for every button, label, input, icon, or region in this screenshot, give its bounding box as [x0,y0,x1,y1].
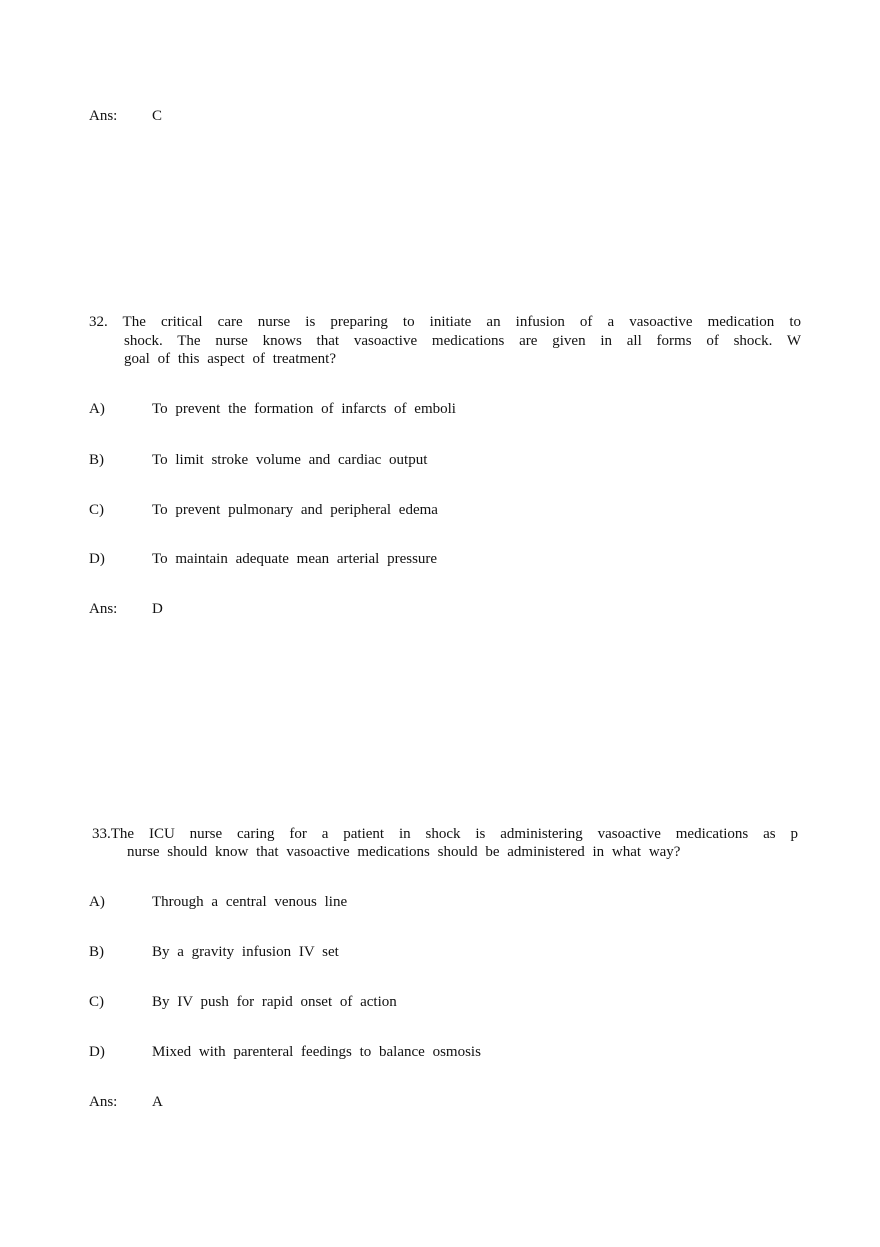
option-letter: D) [89,551,105,567]
option-text: By IV push for rapid onset of action [152,994,397,1010]
option-letter: D) [89,1044,105,1060]
option-letter: A) [89,401,105,417]
answer-value-prev: C [152,108,163,124]
option-letter: B) [89,452,104,468]
option-letter: C) [89,502,104,518]
question-32-line-2: shock. The nurse knows that vasoactive medications are given in all forms of shock. W [124,333,801,349]
answer-label: Ans: [89,1094,118,1110]
option-text: Mixed with parenteral feedings to balance osmosis [152,1044,481,1060]
option-text: To limit stroke volume and cardiac output [152,452,428,468]
question-33-line-2: nurse should know that vasoactive medications should be administered in what way? [127,844,681,860]
option-letter: A) [89,894,105,910]
answer-value: D [152,601,163,617]
answer-label-prev: Ans: [89,108,118,124]
option-text: To prevent the formation of infarcts of emboli [152,401,456,417]
question-33-line-1: 33.The ICU nurse caring for a patient in shock is administering vasoactive medications as p [92,826,798,842]
question-32-line-3: goal of this aspect of treatment? [124,351,337,367]
answer-label: Ans: [89,601,118,617]
option-text: By a gravity infusion IV set [152,944,339,960]
option-letter: B) [89,944,104,960]
answer-value: A [152,1094,163,1110]
option-text: To maintain adequate mean arterial pressure [152,551,438,567]
question-32-line-1: 32. The critical care nurse is preparing to initiate an infusion of a vasoactive medication to [89,314,801,330]
option-text: Through a central venous line [152,894,348,910]
option-text: To prevent pulmonary and peripheral edema [152,502,438,518]
option-letter: C) [89,994,104,1010]
